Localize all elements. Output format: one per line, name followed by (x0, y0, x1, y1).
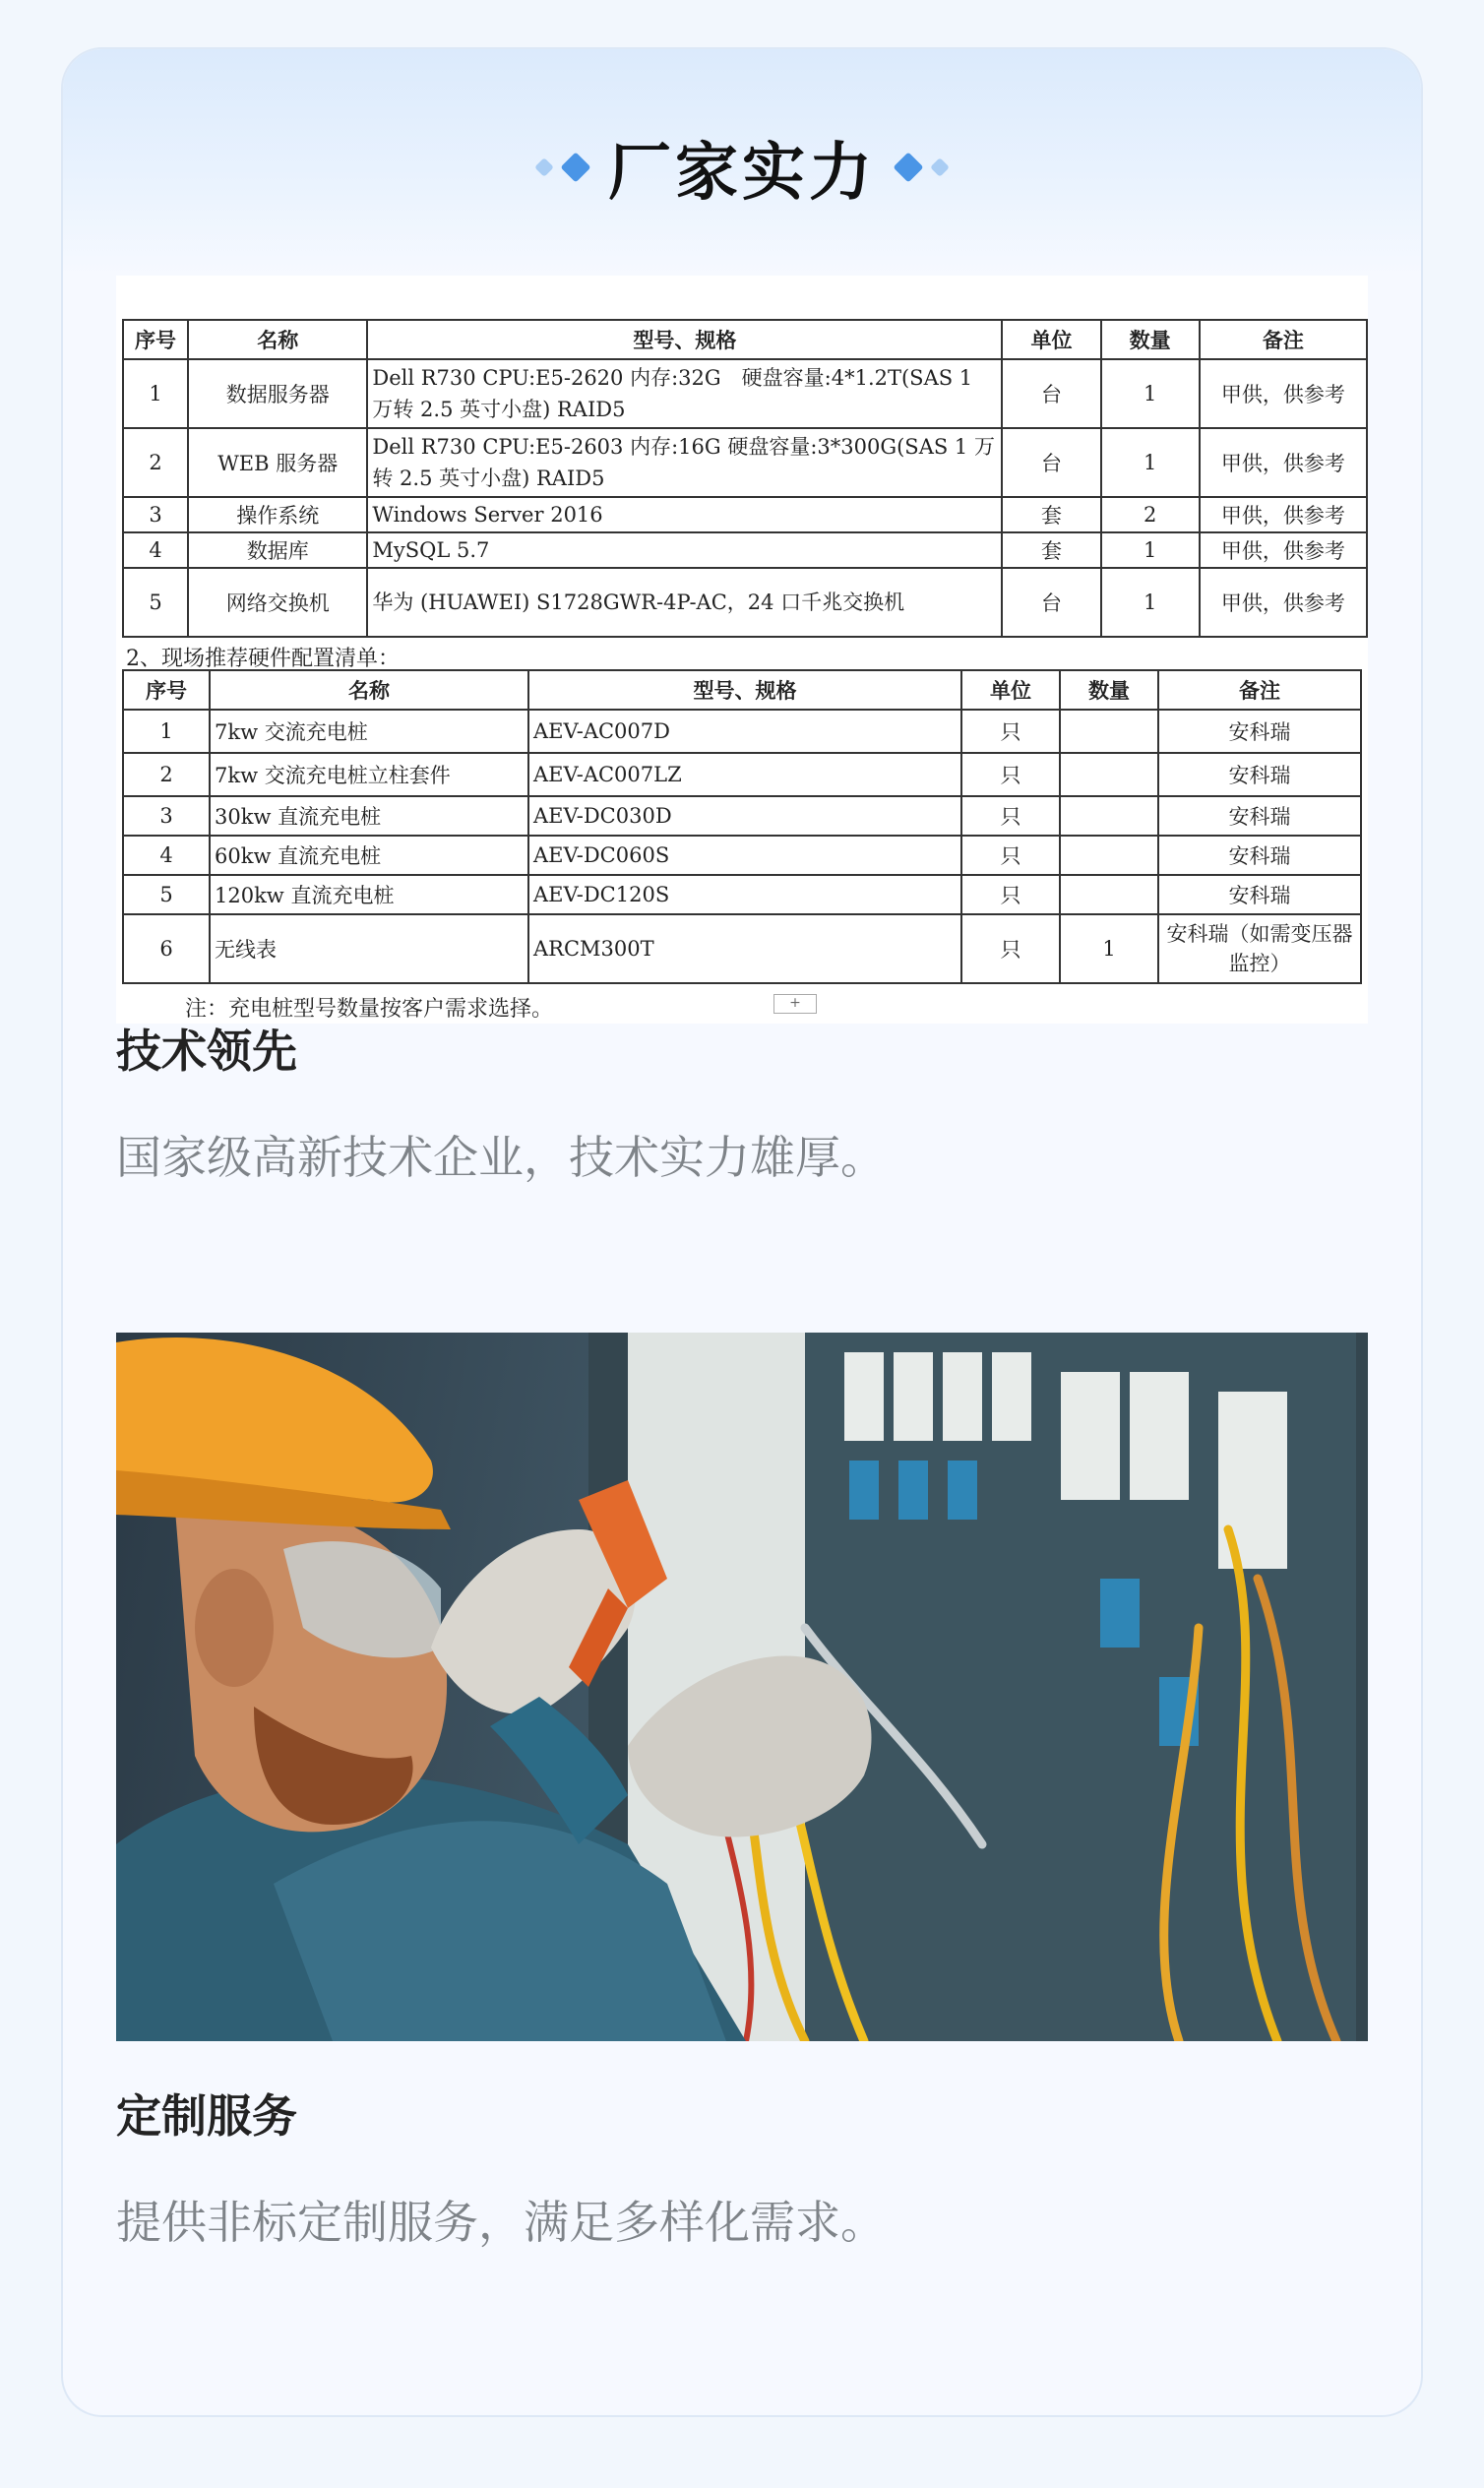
table-row: 2 WEB 服务器 Dell R730 CPU:E5-2603 内存:16G 硬盘容量:3*300G(SAS 1 万转 2.5 英寸小盘) RAID5 台 1 甲供，供参考 (123, 428, 1367, 497)
card-title: 厂家实力 (608, 137, 876, 210)
configuration-list-image (116, 276, 1368, 1024)
feature-heading-custom: 定制服务 (116, 2089, 297, 2143)
table-row: 1 7kw 交流充电桩 AEV-AC007D 只 安科瑞 (123, 710, 1361, 753)
table-header-row (123, 320, 1367, 359)
expand-plus-icon: + (773, 994, 817, 1014)
electrician-photo (116, 1333, 1368, 2041)
table-note: 注：充电桩型号数量按客户需求选择。 (185, 997, 554, 1022)
table-row: 5 120kw 直流充电桩 AEV-DC120S 只 安科瑞 (123, 875, 1361, 914)
table-row: 1 数据服务器 Dell R730 CPU:E5-2620 内存:32G 硬盘容量:4*1.2T(SAS 1 万转 2.5 英寸小盘) RAID5 台 1 甲供，供参考 (123, 359, 1367, 428)
server-config-table (122, 319, 1368, 638)
feature-desc-custom: 提供非标定制服务，满足多样化需求。 (116, 2196, 886, 2249)
section-2-title: 2、现场推荐硬件配置清单： (126, 647, 400, 671)
column-header: 备注 (1200, 320, 1367, 359)
table-row: 2 7kw 交流充电桩立柱套件 AEV-AC007LZ 只 安科瑞 (123, 753, 1361, 796)
feature-heading-tech: 技术领先 (116, 1025, 297, 1078)
column-header: 名称 (210, 670, 528, 710)
column-header: 型号、规格 (528, 670, 961, 710)
left-diamond-decoration (537, 156, 587, 178)
table-row: 4 60kw 直流充电桩 AEV-DC060S 只 安科瑞 (123, 836, 1361, 875)
table-row: 3 30kw 直流充电桩 AEV-DC030D 只 安科瑞 (123, 796, 1361, 836)
hardware-config-table (122, 669, 1362, 984)
manufacturer-strength-card (61, 47, 1423, 2417)
column-header: 数量 (1060, 670, 1158, 710)
card-header (63, 49, 1421, 276)
table-row: 6 无线表 ARCM300T 只 1 安科瑞（如需变压器监控） (123, 914, 1361, 983)
table-row: 5 网络交换机 华为 (HUAWEI) S1728GWR-4P-AC，24 口千兆交换机 台 1 甲供，供参考 (123, 568, 1367, 637)
table-row: 4 数据库 MySQL 5.7 套 1 甲供，供参考 (123, 532, 1367, 568)
table-header-row (123, 670, 1361, 710)
column-header: 序号 (123, 670, 210, 710)
column-header: 名称 (188, 320, 367, 359)
column-header: 型号、规格 (367, 320, 1002, 359)
column-header: 数量 (1101, 320, 1200, 359)
table-row: 3 操作系统 Windows Server 2016 套 2 甲供，供参考 (123, 497, 1367, 532)
column-header: 单位 (961, 670, 1060, 710)
column-header: 序号 (123, 320, 188, 359)
right-diamond-decoration (897, 156, 947, 178)
column-header: 单位 (1002, 320, 1100, 359)
feature-desc-tech: 国家级高新技术企业，技术实力雄厚。 (116, 1131, 886, 1184)
column-header: 备注 (1158, 670, 1361, 710)
